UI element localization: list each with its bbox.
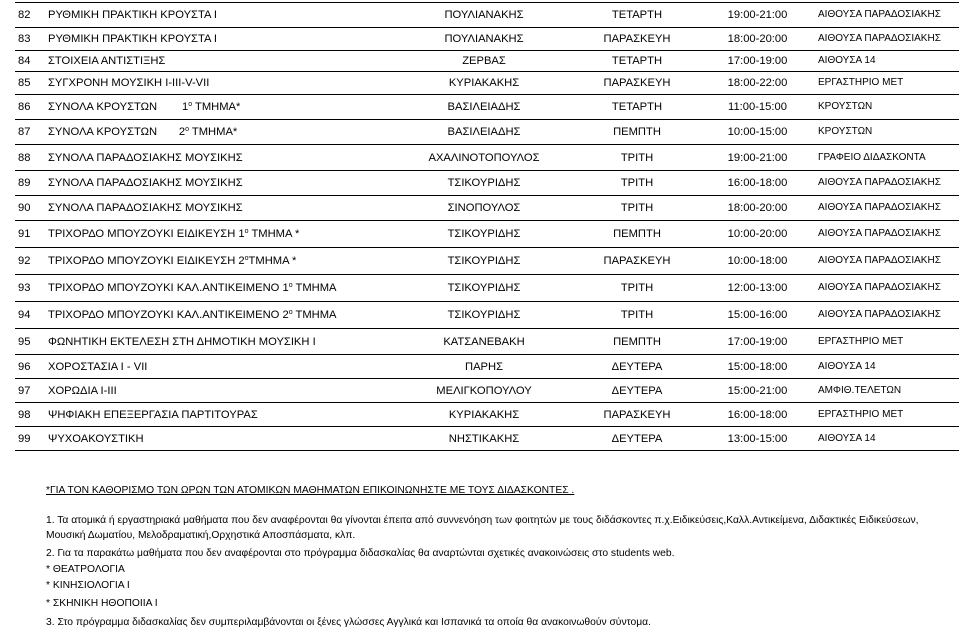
note-2: 2. Για τα παρακάτω μαθήματα που δεν αναφέρονται στο πρόγραμμα διδασκαλίας θα αναρτώνται σχετικές ανακοινώσεις στο students web. (46, 548, 675, 559)
course-title: ΣΥΓΧΡΟΝΗ ΜΟΥΣΙΚΗ Ι-ΙΙΙ-V-VII (48, 77, 210, 89)
day-of-week: ΠΑΡΑΣΚΕΥΗ (574, 72, 697, 95)
row-number: 82 (15, 3, 45, 28)
course-name (45, 145, 391, 171)
table-row (15, 95, 959, 120)
room-name: ΕΡΓΑΣΤΗΡΙΟ ΜΕΤ (815, 72, 959, 95)
room-name: ΕΡΓΑΣΤΗΡΙΟ ΜΕΤ (815, 403, 959, 427)
row-number: 91 (15, 221, 45, 248)
course-title: ΧΟΡΩΔΙΑ Ι-ΙΙΙ (48, 384, 117, 397)
day-of-week: ΠΑΡΑΣΚΕΥΗ (574, 403, 697, 427)
course-title: ΡΥΘΜΙΚΗ ΠΡΑΚΤΙΚΗ ΚΡΟΥΣΤΑ Ι (48, 9, 218, 21)
teacher-name: ΝΗΣΤΙΚΑΚΗΣ (391, 427, 574, 451)
row-number: 89 (15, 171, 45, 196)
teacher-name: ΚΑΤΣΑΝΕΒΑΚΗ (391, 329, 574, 355)
table-row (15, 145, 959, 171)
time-slot: 17:00-19:00 (697, 329, 815, 355)
ordinal-superscript: ο (288, 282, 293, 289)
row-number: 96 (15, 355, 45, 379)
day-of-week: ΤΡΙΤΗ (574, 171, 697, 196)
course-section: ΤΜΗΜΑ * (248, 228, 300, 240)
row-number: 97 (15, 379, 45, 403)
course-name (45, 171, 391, 196)
note-item-kinesiology: * ΚΙΝΗΣΙΟΛΟΓΙΑ Ι (46, 580, 130, 591)
time-slot: 11:00-15:00 (697, 95, 815, 120)
room-name: ΓΡΑΦΕΙΟ ΔΙΔΑΣΚΟΝΤΑ (815, 145, 959, 171)
table-row (15, 28, 959, 51)
course-title: ΣΤΟΙΧΕΙΑ ΑΝΤΙΣΤΙΞΗΣ (48, 55, 166, 67)
ordinal-superscript: ο (244, 255, 249, 262)
individual-lessons-note: *ΓΙΑ ΤΟΝ ΚΑΘΟΡΙΣΜΟ ΤΩΝ ΩΡΩΝ ΤΩΝ ΑΤΟΜΙΚΩΝ ΜΑΘΗΜΑΤΩΝ ΕΠΙΚΟΙΝΩΝΗΣΤΕ ΜΕ ΤΟΥΣ ΔΙΔΑΣΚΟΝΤΕΣ . (46, 485, 575, 496)
note-1-line-2: Μουσική Δωματίου, Μελοδραματική,Ορχηστικά Αποσπάσματα, κλπ. (46, 530, 356, 541)
course-name (45, 28, 391, 51)
teacher-name: ΒΑΣΙΛΕΙΑΔΗΣ (391, 120, 574, 145)
course-name (45, 403, 391, 427)
table-row (15, 403, 959, 427)
course-title: ΤΡΙΧΟΡΔΟ ΜΠΟΥΖΟΥΚΙ ΕΙΔΙΚΕΥΣΗ 1 (48, 228, 245, 240)
teacher-name: ΤΣΙΚΟΥΡΙΔΗΣ (391, 275, 574, 302)
note-3: 3. Στο πρόγραμμα διδασκαλίας δεν συμπεριλαμβάνονται οι ξένες γλώσσες Αγγλικά και Ισπανικά τα οποία θα ανακοινωθούν σύντομα. (46, 617, 651, 628)
time-slot: 16:00-18:00 (697, 171, 815, 196)
course-title: ΣΥΝΟΛΑ ΠΑΡΑΔΟΣΙΑΚΗΣ ΜΟΥΣΙΚΗΣ (48, 151, 243, 164)
time-slot: 13:00-15:00 (697, 427, 815, 451)
teacher-name: ΑΧΑΛΙΝΟΤΟΠΟΥΛΟΣ (391, 145, 574, 171)
course-title: ΣΥΝΟΛΑ ΚΡΟΥΣΤΩΝ 2 (48, 126, 186, 138)
course-section: ΤΜΗΜΑ* (188, 126, 238, 138)
time-slot: 15:00-18:00 (697, 355, 815, 379)
teacher-name: ΠΟΥΛΙΑΝΑΚΗΣ (391, 3, 574, 28)
table-row (15, 329, 959, 355)
row-number: 85 (15, 72, 45, 95)
course-name (45, 302, 391, 329)
teacher-name: ΚΥΡΙΑΚΑΚΗΣ (391, 72, 574, 95)
row-number: 99 (15, 427, 45, 451)
time-slot: 17:00-19:00 (697, 51, 815, 72)
time-slot: 19:00-21:00 (697, 3, 815, 28)
room-name: ΑΙΘΟΥΣΑ ΠΑΡΑΔΟΣΙΑΚΗΣ (815, 28, 959, 51)
teacher-name: ΤΣΙΚΟΥΡΙΔΗΣ (391, 171, 574, 196)
row-number: 88 (15, 145, 45, 171)
course-name (45, 196, 391, 221)
teacher-name: ΒΑΣΙΛΕΙΑΔΗΣ (391, 95, 574, 120)
time-slot: 16:00-18:00 (697, 403, 815, 427)
time-slot: 18:00-20:00 (697, 196, 815, 221)
day-of-week: ΠΕΜΠΤΗ (574, 120, 697, 145)
time-slot: 10:00-15:00 (697, 120, 815, 145)
row-number: 90 (15, 196, 45, 221)
time-slot: 15:00-16:00 (697, 302, 815, 329)
table-row (15, 248, 959, 275)
course-name (45, 427, 391, 451)
table-row (15, 171, 959, 196)
course-title: ΤΡΙΧΟΡΔΟ ΜΠΟΥΖΟΥΚΙ ΕΙΔΙΚΕΥΣΗ 2 (48, 255, 245, 267)
teacher-name: ΣΙΝΟΠΟΥΛΟΣ (391, 196, 574, 221)
day-of-week: ΔΕΥΤΕΡΑ (574, 379, 697, 403)
room-name: ΑΜΦΙΘ.ΤΕΛΕΤΩΝ (815, 379, 959, 403)
room-name: ΑΙΘΟΥΣΑ ΠΑΡΑΔΟΣΙΑΚΗΣ (815, 248, 959, 275)
row-number: 93 (15, 275, 45, 302)
note-item-theatrology: * ΘΕΑΤΡΟΛΟΓΙΑ (46, 564, 125, 575)
teacher-name: ΠΟΥΛΙΑΝΑΚΗΣ (391, 28, 574, 51)
row-number: 84 (15, 51, 45, 72)
teacher-name: ΜΕΛΙΓΚΟΠΟΥΛΟΥ (391, 379, 574, 403)
room-name: ΚΡΟΥΣΤΩΝ (815, 95, 959, 120)
course-section: ΤΜΗΜΑ* (192, 101, 241, 113)
day-of-week: ΤΕΤΑΡΤΗ (574, 51, 697, 72)
day-of-week: ΠΑΡΑΣΚΕΥΗ (574, 28, 697, 51)
course-title: ΣΥΝΟΛΑ ΠΑΡΑΔΟΣΙΑΚΗΣ ΜΟΥΣΙΚΗΣ (48, 177, 243, 189)
course-name (45, 275, 391, 302)
table-row (15, 275, 959, 302)
day-of-week: ΠΕΜΠΤΗ (574, 221, 697, 248)
course-title: ΧΟΡΟΣΤΑΣΙΑ Ι - VII (48, 360, 148, 373)
day-of-week: ΔΕΥΤΕΡΑ (574, 427, 697, 451)
course-section: ΤΜΗΜΑ (292, 309, 337, 321)
course-title: ΡΥΘΜΙΚΗ ΠΡΑΚΤΙΚΗ ΚΡΟΥΣΤΑ Ι (48, 33, 218, 45)
note-1-line-1: 1. Τα ατομικά ή εργαστηριακά μαθήματα που δεν αναφέρονται θα γίνονται έπειτα από συννενόηση των φοιτητών με τους διδάσκοντες π.χ.Ειδικεύσεις,Καλλ.Αντικείμενα, Διδακτικές Ειδικεύσεων, (46, 515, 919, 526)
day-of-week: ΤΡΙΤΗ (574, 145, 697, 171)
course-name (45, 51, 391, 72)
room-name: ΑΙΘΟΥΣΑ 14 (815, 355, 959, 379)
day-of-week: ΤΕΤΑΡΤΗ (574, 3, 697, 28)
row-number: 92 (15, 248, 45, 275)
room-name: ΑΙΘΟΥΣΑ ΠΑΡΑΔΟΣΙΑΚΗΣ (815, 221, 959, 248)
course-title: ΦΩΝΗΤΙΚΗ ΕΚΤΕΛΕΣΗ ΣΤΗ ΔΗΜΟΤΙΚΗ ΜΟΥΣΙΚΗ Ι (48, 335, 316, 348)
course-title: ΤΡΙΧΟΡΔΟ ΜΠΟΥΖΟΥΚΙ ΚΑΛ.ΑΝΤΙΚΕΙΜΕΝΟ 2 (48, 309, 289, 321)
room-name: ΑΙΘΟΥΣΑ ΠΑΡΑΔΟΣΙΑΚΗΣ (815, 196, 959, 221)
time-slot: 10:00-18:00 (697, 248, 815, 275)
table-row (15, 355, 959, 379)
table-row (15, 427, 959, 451)
day-of-week: ΤΡΙΤΗ (574, 275, 697, 302)
course-section: ΤΜΗΜΑ (292, 282, 337, 294)
day-of-week: ΠΕΜΠΤΗ (574, 329, 697, 355)
course-section: ΤΜΗΜΑ * (248, 255, 297, 267)
table-row (15, 51, 959, 72)
room-name: ΑΙΘΟΥΣΑ ΠΑΡΑΔΟΣΙΑΚΗΣ (815, 171, 959, 196)
day-of-week: ΤΡΙΤΗ (574, 302, 697, 329)
room-name: ΑΙΘΟΥΣΑ 14 (815, 51, 959, 72)
table-row (15, 302, 959, 329)
ordinal-superscript: ο (288, 309, 293, 316)
course-name (45, 329, 391, 355)
day-of-week: ΤΡΙΤΗ (574, 196, 697, 221)
course-name (45, 3, 391, 28)
ordinal-superscript: ο (185, 126, 189, 133)
course-title: ΨΥΧΟΑΚΟΥΣΤΙΚΗ (48, 432, 144, 445)
time-slot: 10:00-20:00 (697, 221, 815, 248)
teacher-name: ΖΕΡΒΑΣ (391, 51, 574, 72)
room-name: ΚΡΟΥΣΤΩΝ (815, 120, 959, 145)
table-row (15, 3, 959, 28)
time-slot: 15:00-21:00 (697, 379, 815, 403)
course-name (45, 95, 391, 120)
table-row (15, 72, 959, 95)
course-name (45, 72, 391, 95)
course-name (45, 248, 391, 275)
table-row (15, 379, 959, 403)
ordinal-superscript: ο (244, 228, 249, 235)
time-slot: 18:00-22:00 (697, 72, 815, 95)
room-name: ΕΡΓΑΣΤΗΡΙΟ ΜΕΤ (815, 329, 959, 355)
day-of-week: ΔΕΥΤΕΡΑ (574, 355, 697, 379)
teacher-name: ΠΑΡΗΣ (391, 355, 574, 379)
course-title: ΣΥΝΟΛΑ ΚΡΟΥΣΤΩΝ 1 (48, 101, 189, 113)
time-slot: 18:00-20:00 (697, 28, 815, 51)
day-of-week: ΤΕΤΑΡΤΗ (574, 95, 697, 120)
ordinal-superscript: ο (188, 101, 193, 108)
schedule-table (15, 2, 959, 451)
time-slot: 19:00-21:00 (697, 145, 815, 171)
row-number: 83 (15, 28, 45, 51)
teacher-name: ΤΣΙΚΟΥΡΙΔΗΣ (391, 302, 574, 329)
time-slot: 12:00-13:00 (697, 275, 815, 302)
table-row (15, 120, 959, 145)
course-name (45, 120, 391, 145)
row-number: 95 (15, 329, 45, 355)
row-number: 86 (15, 95, 45, 120)
note-item-scenic: * ΣΚΗΝΙΚΗ ΗΘΟΠΟΙΙΑ Ι (46, 598, 158, 609)
table-row (15, 221, 959, 248)
row-number: 98 (15, 403, 45, 427)
teacher-name: ΚΥΡΙΑΚΑΚΗΣ (391, 403, 574, 427)
room-name: ΑΙΘΟΥΣΑ ΠΑΡΑΔΟΣΙΑΚΗΣ (815, 3, 959, 28)
course-name (45, 221, 391, 248)
teacher-name: ΤΣΙΚΟΥΡΙΔΗΣ (391, 221, 574, 248)
day-of-week: ΠΑΡΑΣΚΕΥΗ (574, 248, 697, 275)
table-row (15, 196, 959, 221)
room-name: ΑΙΘΟΥΣΑ ΠΑΡΑΔΟΣΙΑΚΗΣ (815, 275, 959, 302)
course-title: ΨΗΦΙΑΚΗ ΕΠΕΞΕΡΓΑΣΙΑ ΠΑΡΤΙΤΟΥΡΑΣ (48, 408, 258, 421)
course-name (45, 379, 391, 403)
course-title: ΤΡΙΧΟΡΔΟ ΜΠΟΥΖΟΥΚΙ ΚΑΛ.ΑΝΤΙΚΕΙΜΕΝΟ 1 (48, 282, 289, 294)
row-number: 94 (15, 302, 45, 329)
teacher-name: ΤΣΙΚΟΥΡΙΔΗΣ (391, 248, 574, 275)
room-name: ΑΙΘΟΥΣΑ 14 (815, 427, 959, 451)
row-number: 87 (15, 120, 45, 145)
course-title: ΣΥΝΟΛΑ ΠΑΡΑΔΟΣΙΑΚΗΣ ΜΟΥΣΙΚΗΣ (48, 202, 243, 214)
room-name: ΑΙΘΟΥΣΑ ΠΑΡΑΔΟΣΙΑΚΗΣ (815, 302, 959, 329)
course-name (45, 355, 391, 379)
